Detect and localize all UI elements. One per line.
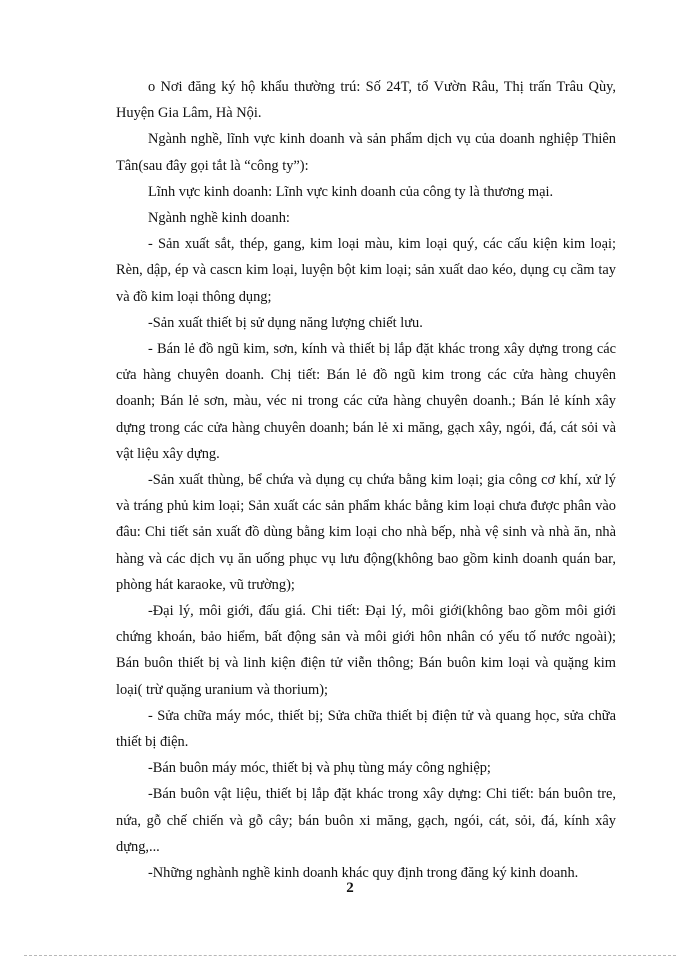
paragraph-item-machinery-wholesale: -Bán buôn máy móc, thiết bị và phụ tùng máy công nghiệp; (148, 760, 491, 777)
paragraph-business-scope-intro: Ngành nghề, lĩnh vực kinh doanh và sản phẩm dịch vụ của doanh nghiệp Thiên Tân(sau đây gọi tắt là “công ty”): (116, 131, 616, 174)
paragraph-item-containers: -Sản xuất thùng, bể chứa và dụng cụ chứa bằng kim loại; gia công cơ khí, xử lý và tráng phủ kim loại; Sản xuất các sản phẩm khác bằng kim loại chưa được phân vào đâu: Chi tiết sản xuất đồ dùng bằng kim loại cho nhà bếp, nhà vệ sinh và nhà ăn, nhà hàng và các dịch vụ ăn uống phục vụ lưu động(không bao gồm kinh doanh quán bar, phòng hát karaoke, vũ trường); (116, 472, 616, 593)
paragraph-business-field: Lĩnh vực kinh doanh: Lĩnh vực kinh doanh của công ty là thương mại. (148, 183, 554, 200)
document-body (116, 74, 616, 886)
page-number: 2 (346, 880, 354, 896)
paragraph-item-other-lines: -Những nghành nghề kinh doanh khác quy định trong đăng ký kinh doanh. (148, 865, 579, 882)
paragraph-residence: o Nơi đăng ký hộ khẩu thường trú: Số 24T, tổ Vườn Râu, Thị trấn Trâu Qùy, Huyện Gia Lâm, Hà Nội. (116, 79, 616, 122)
paragraph-item-hardware-retail: - Bán lẻ đồ ngũ kim, sơn, kính và thiết bị lắp đặt khác trong xây dựng trong các cửa hàng chuyên doanh. Chị tiết: Bán lẻ đồ ngũ kim trong các cửa hàng chuyên doanh; Bán lẻ sơn, màu, véc ni trong các cửa hàng chuyên doanh.; Bán lẻ kính xây dựng trong các cửa hàng chuyên doanh; bán lẻ xi măng, gạch xây, ngói, đá, cát sỏi và vật liệu xây dựng. (116, 341, 616, 462)
paragraph-business-lines-heading: Ngành nghề kinh doanh: (148, 210, 290, 227)
paragraph-item-repair: - Sửa chữa máy móc, thiết bị; Sửa chữa thiết bị điện tử và quang học, sửa chữa thiết bị điện. (116, 707, 616, 751)
page-bottom-border (24, 955, 676, 956)
paragraph-item-metal-production: - Sản xuất sắt, thép, gang, kim loại màu, kim loại quý, các cấu kiện kim loại; Rèn, dập, ép và cascn kim loại, luyện bột kim loại; sản xuất dao kéo, dụng cụ cầm tay và đồ kim loại thông dụng; (116, 236, 616, 305)
paragraph-item-agency-brokerage: -Đại lý, môi giới, đấu giá. Chi tiết: Đại lý, môi giới(không bao gồm môi giới chứng khoán, bảo hiểm, bất động sản và môi giới hôn nhân có yếu tố nước ngoài); Bán buôn thiết bị và linh kiện điện tử viễn thông; Bán buôn kim loại và quặng kim loại( trừ quặng uranium và thorium); (116, 603, 616, 698)
paragraph-item-energy-equipment: -Sản xuất thiết bị sử dụng năng lượng chiết lưu. (148, 314, 423, 331)
paragraph-item-materials-wholesale: -Bán buôn vật liệu, thiết bị lắp đặt khác trong xây dựng: Chi tiết: bán buôn tre, nứa, gỗ chế chiến và gỗ cây; bán buôn xi măng, gạch, ngói, cát, sỏi, đá, kính xây dựng,... (116, 786, 616, 855)
